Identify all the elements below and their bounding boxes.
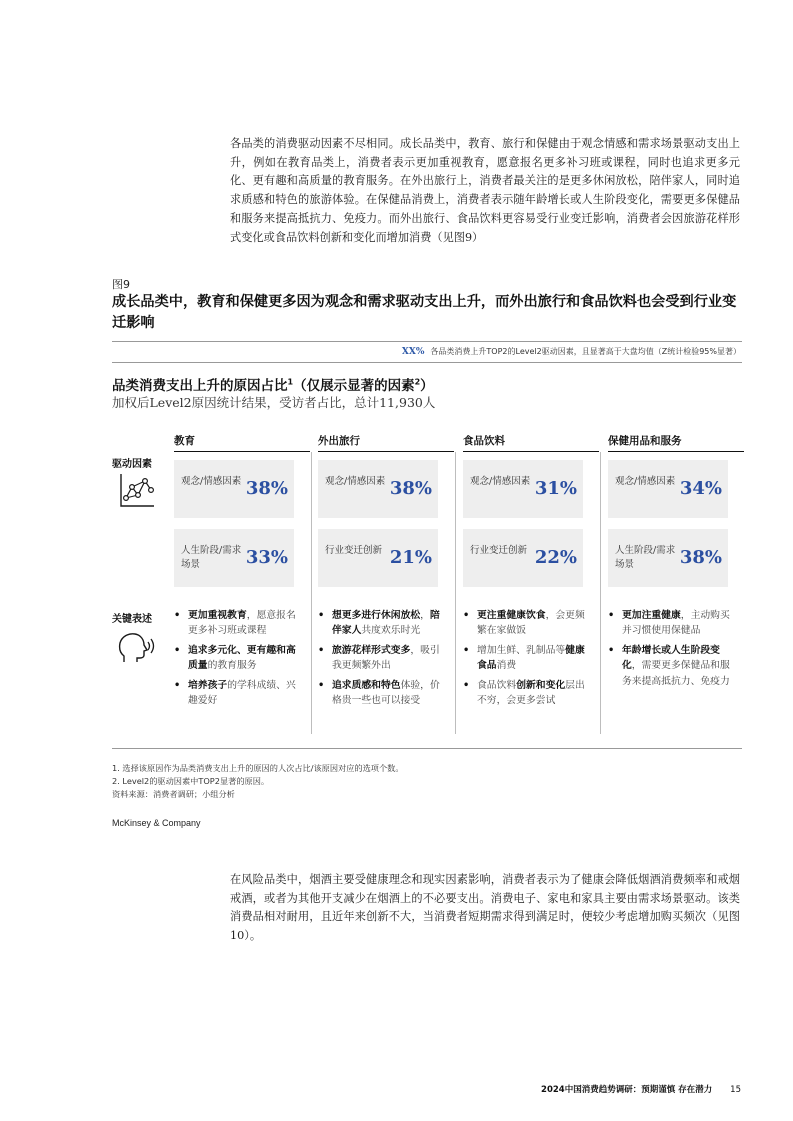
network-chart-icon bbox=[118, 471, 156, 509]
keyword-highlight: 更加重视教育 bbox=[188, 610, 247, 621]
footnote-ref-2: 2 bbox=[414, 377, 421, 387]
keyword-text: ，吸引我更频繁外出 bbox=[332, 644, 440, 672]
figure-notes bbox=[112, 762, 404, 801]
driver-label: 行业变迁创新 bbox=[470, 545, 528, 556]
keyword-bullet bbox=[318, 608, 444, 639]
speaking-head-icon bbox=[118, 632, 158, 666]
driver-box bbox=[174, 529, 294, 587]
driver-box bbox=[318, 529, 438, 587]
keyword-bullet bbox=[174, 678, 300, 709]
intro-paragraph: 各品类的消费驱动因素不尽相同。成长品类中，教育、旅行和保健由于观念情感和需求场景驱动支出上升，例如在教育品类上，消费者表示更加重视教育，愿意报名更多补习班或课程，同时也追求更多元化、更有趣和高质量的教育服务。在外出旅行上，消费者最关注的是更多休闲放松，陪伴家人，同时追求质感和特色的旅游体验。在保健品消费上，消费者表示随年龄增长或人生阶段变化，需要更多保健品和服务来提高抵抗力、免疫力。而外出旅行、食品饮料更容易受行业变迁影响，消费者会因旅游花样形式变化或食品饮料创新和变化而增加消费（见图9） bbox=[230, 137, 740, 244]
column-divider bbox=[455, 452, 456, 734]
keyword-highlight: 培养孩子 bbox=[188, 679, 228, 691]
driver-value: 31% bbox=[534, 478, 577, 499]
driver-box bbox=[463, 460, 583, 518]
chart-subtitle-2: 加权后Level2原因统计结果，受访者占比，总计11,930人 bbox=[112, 395, 436, 410]
keyword-highlight: 更注重健康饮食 bbox=[477, 610, 546, 621]
keyword-text: ，需要更多保健品和服务来提高抵抗力、免疫力 bbox=[622, 660, 730, 687]
driver-label: 观念/情感因素 bbox=[615, 476, 676, 487]
driver-value: 22% bbox=[534, 547, 577, 568]
driver-value: 38% bbox=[245, 478, 288, 499]
figure-label: 图9 bbox=[112, 278, 130, 291]
category-header-education: 教育 bbox=[174, 433, 310, 452]
legend-bottom-rule bbox=[112, 362, 742, 363]
keyword-bullet bbox=[463, 608, 589, 639]
subtitle-paren: （仅展示显著的因素 bbox=[293, 378, 415, 394]
chart-subtitle bbox=[112, 374, 434, 394]
keyword-bullet bbox=[463, 678, 589, 709]
driver-label: 观念/情感因素 bbox=[325, 476, 386, 487]
keyword-bullet bbox=[318, 678, 444, 709]
keyword-text: 消费 bbox=[496, 660, 517, 672]
note-1: 1. 选择该原因作为品类消费支出上升的原因的人次占比/该原因对应的选项个数。 bbox=[112, 763, 404, 773]
keyword-bullet bbox=[174, 643, 300, 674]
keyword-text: 的学科成绩、兴趣爱好 bbox=[188, 679, 296, 707]
keyword-list-travel bbox=[318, 608, 444, 712]
category-header-food: 食品饮料 bbox=[463, 433, 599, 452]
category-header-travel: 外出旅行 bbox=[318, 433, 454, 452]
driver-value: 38% bbox=[679, 547, 722, 568]
keyword-text: ，主动购买并习惯使用保健品 bbox=[622, 610, 730, 637]
driver-box bbox=[318, 460, 438, 518]
keyword-highlight: 陪伴家人 bbox=[332, 610, 440, 637]
subtitle-close: ） bbox=[420, 378, 434, 394]
subtitle-main: 品类消费支出上升的原因占比 bbox=[112, 378, 288, 394]
column-divider bbox=[311, 452, 312, 734]
page-footer bbox=[541, 1083, 741, 1095]
keyword-highlight: 追求多元化、更有趣和高质量 bbox=[188, 644, 296, 672]
category-header-health: 保健用品和服务 bbox=[608, 433, 744, 452]
legend-marker: XX% bbox=[401, 347, 425, 357]
keyword-text: 共度欢乐时光 bbox=[361, 625, 421, 637]
keyword-bullet bbox=[318, 643, 444, 674]
keyword-highlight: 旅游花样形式变多 bbox=[332, 644, 411, 656]
keyword-highlight: 想更多进行休闲放松 bbox=[332, 610, 421, 621]
legend-text: 各品类消费上升TOP2的Level2驱动因素，且显著高于大盘均值（Z统计检验95%显著） bbox=[430, 347, 741, 356]
source-note: 资料来源：消费者调研；小组分析 bbox=[112, 789, 235, 799]
driver-box bbox=[174, 460, 294, 518]
figure-bottom-rule bbox=[112, 748, 742, 749]
outro-paragraph: 在风险品类中，烟酒主要受健康理念和现实因素影响，消费者表示为了健康会降低烟酒消费频率和戒烟戒酒，或者为其他开支减少在烟酒上的不必要支出。消费电子、家电和家具主要由需求场景驱动。该类消费品相对耐用，且近年来创新不大，当消费者短期需求得到满足时，便较少考虑增加购买频次（见图10）。 bbox=[230, 873, 740, 943]
row-label-keywords: 关键表述 bbox=[112, 614, 152, 625]
keyword-text: 层出不穷，会更多尝试 bbox=[477, 679, 585, 707]
keyword-text: ， bbox=[420, 610, 430, 621]
keyword-highlight: 健康食品 bbox=[477, 644, 585, 672]
note-2: 2. Level2的驱动因素中TOP2显著的原因。 bbox=[112, 776, 270, 786]
keyword-highlight: 更加注重健康 bbox=[622, 610, 681, 621]
driver-label: 人生阶段/需求场景 bbox=[181, 545, 242, 570]
driver-label: 行业变迁创新 bbox=[325, 545, 383, 556]
driver-box bbox=[608, 529, 728, 587]
keyword-text: 食品饮料 bbox=[477, 679, 517, 691]
footnote-ref-1: 1 bbox=[287, 377, 294, 387]
keyword-list-health bbox=[608, 608, 734, 693]
driver-label: 观念/情感因素 bbox=[181, 476, 242, 487]
driver-box bbox=[463, 529, 583, 587]
page-number: 15 bbox=[730, 1085, 741, 1095]
keyword-text: 的教育服务 bbox=[207, 660, 257, 672]
keyword-bullet bbox=[608, 643, 734, 689]
figure-title: 成长品类中，教育和保健更多因为观念和需求驱动支出上升，而外出旅行和食品饮料也会受到行业变迁影响 bbox=[112, 294, 737, 331]
keyword-bullet bbox=[174, 608, 300, 639]
keyword-highlight: 年龄增长或人生阶段变化 bbox=[622, 644, 720, 672]
driver-value: 38% bbox=[389, 478, 432, 499]
footer-title: 2024中国消费趋势调研：预期谨慎 存在潜力 bbox=[541, 1085, 713, 1095]
column-divider bbox=[600, 452, 601, 734]
keyword-list-food bbox=[463, 608, 589, 712]
brand-name: McKinsey & Company bbox=[112, 818, 201, 828]
keyword-list-education bbox=[174, 608, 300, 712]
keyword-bullet bbox=[608, 608, 734, 639]
driver-box bbox=[608, 460, 728, 518]
driver-label: 人生阶段/需求场景 bbox=[615, 545, 676, 570]
driver-value: 33% bbox=[245, 547, 288, 568]
driver-value: 21% bbox=[389, 547, 432, 568]
keyword-highlight: 追求质感和特色 bbox=[332, 679, 401, 691]
row-label-drivers: 驱动因素 bbox=[112, 459, 152, 470]
keyword-highlight: 创新和变化 bbox=[516, 679, 566, 691]
keyword-text: 体验，价格贵一些也可以接受 bbox=[332, 679, 440, 707]
figure-top-rule bbox=[112, 341, 742, 342]
driver-label: 观念/情感因素 bbox=[470, 476, 531, 487]
keyword-text: ，会更频繁在家做饭 bbox=[477, 610, 585, 637]
figure-legend bbox=[402, 346, 741, 357]
keyword-text: ，愿意报名更多补习班或课程 bbox=[188, 610, 296, 637]
keyword-text: 增加生鲜、乳制品等 bbox=[477, 644, 566, 656]
keyword-bullet bbox=[463, 643, 589, 674]
driver-value: 34% bbox=[679, 478, 722, 499]
